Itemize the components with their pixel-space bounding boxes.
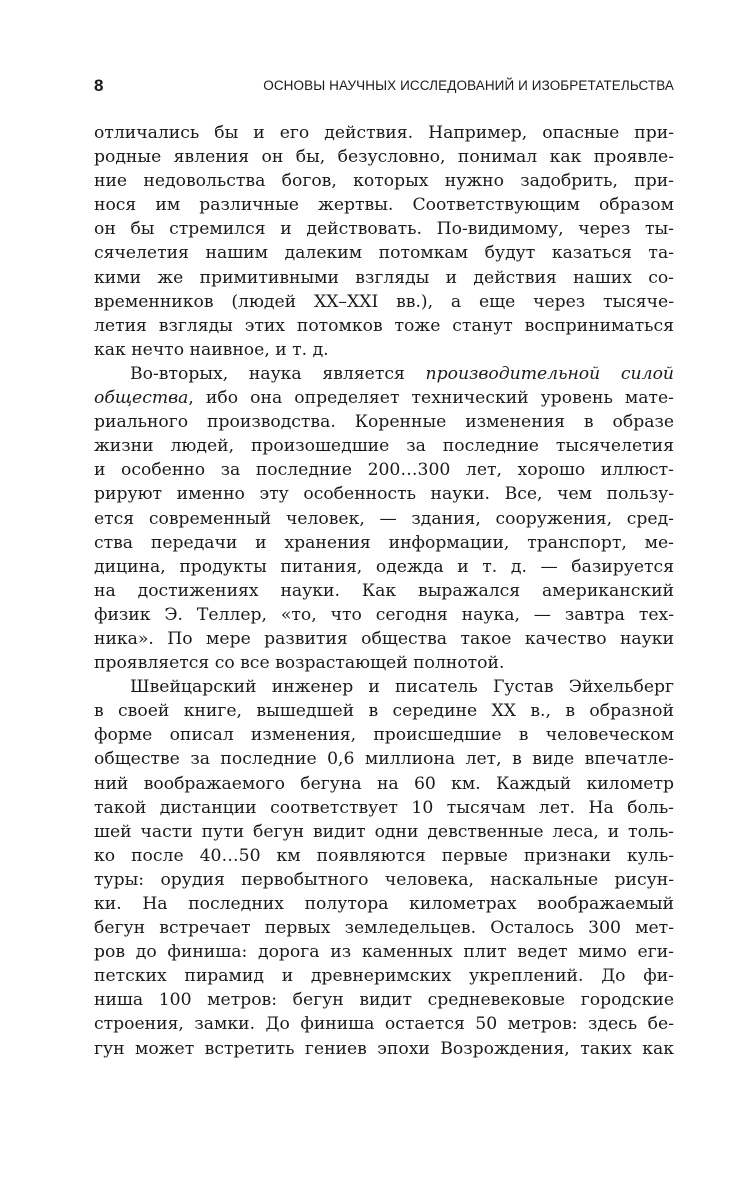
text-line: ника». По мере развития общества такое качество науки (94, 628, 674, 649)
emphasis-text: производительной силой (425, 363, 674, 384)
text-line: бегун встречает первых земледельцев. Осталось 300 мет- (94, 918, 674, 939)
page-number: 8 (94, 76, 104, 95)
text-span: , ибо она определяет технический уровень мате- (188, 388, 674, 409)
text-line: и особенно за последние 200…300 лет, хорошо иллюст- (94, 460, 674, 481)
text-line: петских пирамид и древнеримских укреплений. До фи- (94, 966, 674, 987)
text-line: он бы стремился и действовать. По-видимому, через ты- (94, 219, 674, 240)
text-line: туры: орудия первобытного человека, наскальные рисун- (94, 869, 674, 890)
body-text (94, 121, 674, 1061)
text-line: родные явления он бы, безусловно, понимал как проявле- (94, 147, 674, 168)
text-line: ки. На последних полутора километрах воображаемый (94, 894, 674, 914)
text-line: ров до финиша: дорога из каменных плит ведет мимо еги- (94, 942, 674, 963)
running-title: ОСНОВЫ НАУЧНЫХ ИССЛЕДОВАНИЙ И ИЗОБРЕТАТЕЛЬСТВА (263, 78, 674, 93)
emphasis-text: общества (94, 388, 189, 409)
text-line: ние недовольства богов, которых нужно задобрить, при- (94, 171, 674, 192)
text-line: форме описал изменения, происшедшие в человеческом (94, 725, 674, 746)
text-line: как нечто наивное, и т. д. (94, 339, 329, 360)
text-line: ниша 100 метров: бегун видит средневековые городские (94, 990, 674, 1011)
text-line (94, 386, 674, 410)
text-line: такой дистанции соответствует 10 тысячам лет. На боль- (94, 797, 674, 818)
text-line: ется современный человек, — здания, сооружения, сред- (94, 508, 674, 529)
text-line: на достижениях науки. Как выражался американский (94, 580, 674, 601)
text-line: строения, замки. До финиша остается 50 метров: здесь бе- (94, 1014, 674, 1035)
text-span: Во-вторых, наука является (130, 363, 426, 384)
text-line: ний воображаемого бегуна на 60 км. Каждый километр (94, 773, 674, 794)
text-line: гун может встретить гениев эпохи Возрождения, таких как (94, 1038, 674, 1059)
text-line: временников (людей XX–XXI вв.), а еще через тысяче- (94, 291, 674, 312)
page-header (94, 76, 674, 96)
text-line: ства передачи и хранения информации, транспорт, ме- (94, 532, 674, 553)
text-line: летия взгляды этих потомков тоже станут восприниматься (94, 315, 674, 336)
text-line: нося им различные жертвы. Соответствующим образом (94, 195, 674, 216)
text-line: жизни людей, произошедшие за последние тысячелетия (94, 436, 674, 457)
text-line: отличались бы и его действия. Например, опасные при- (94, 123, 674, 143)
text-line: рируют именно эту особенность науки. Все, чем пользу- (94, 484, 674, 505)
text-line: обществе за последние 0,6 миллиона лет, в виде впечатле- (94, 749, 674, 770)
text-line: проявляется со все возрастающей полнотой. (94, 653, 505, 674)
text-line: физик Э. Теллер, «то, что сегодня наука, — завтра тех- (94, 604, 674, 625)
text-line: сячелетия нашим далеким потомкам будут казаться та- (94, 243, 674, 264)
text-line: Швейцарский инженер и писатель Густав Эйхельберг (130, 677, 674, 698)
text-line: в своей книге, вышедшей в середине XX в., в образной (94, 701, 674, 722)
text-line: риального производства. Коренные изменения в образе (94, 412, 674, 433)
text-line: дицина, продукты питания, одежда и т. д. — базируется (94, 556, 674, 577)
text-line: шей части пути бегун видит одни девственные леса, и толь- (94, 821, 674, 842)
text-line (94, 362, 674, 386)
text-line: ко после 40…50 км появляются первые признаки куль- (94, 845, 674, 866)
text-line: кими же примитивными взгляды и действия наших со- (94, 267, 674, 288)
